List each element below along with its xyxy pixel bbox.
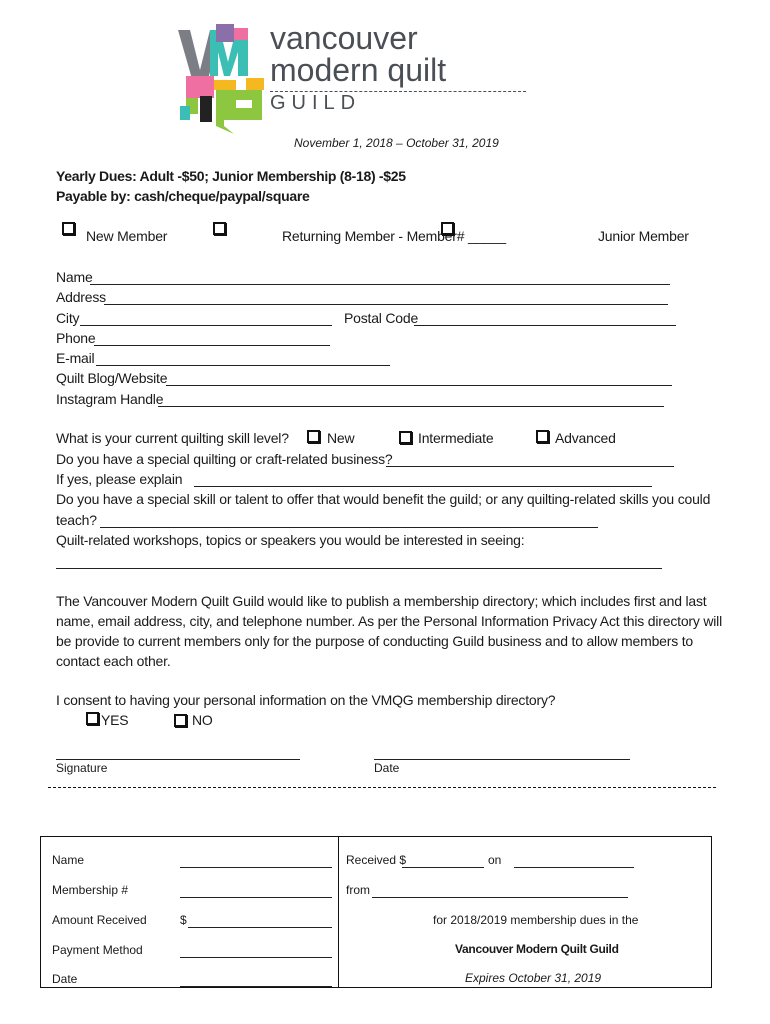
office-amount-field[interactable] xyxy=(188,927,332,928)
cut-line xyxy=(48,787,716,788)
office-date-field[interactable] xyxy=(180,986,332,987)
logo-word-guild: GUILD xyxy=(270,92,362,114)
office-membership-field[interactable] xyxy=(180,897,332,898)
signature-date-field[interactable] xyxy=(374,759,630,760)
instagram-label: Instagram Handle xyxy=(56,391,164,407)
consent-yes-checkbox[interactable] xyxy=(86,712,99,725)
city-field[interactable] xyxy=(80,325,332,326)
signature-field[interactable] xyxy=(56,759,300,760)
directory-text-line3: be provide to current members only for the purpose of conducting Guild business and to allow members to xyxy=(56,633,693,649)
address-field[interactable] xyxy=(104,304,668,305)
business-field[interactable] xyxy=(386,466,674,467)
office-payment-label: Payment Method xyxy=(52,943,143,957)
postal-code-label: Postal Code xyxy=(344,310,419,326)
skill-level-question: What is your current quilting skill level? xyxy=(56,430,289,446)
city-label: City xyxy=(56,310,80,326)
junior-member-checkbox[interactable] xyxy=(441,222,454,235)
workshops-field[interactable] xyxy=(56,568,662,569)
received-amount-field[interactable] xyxy=(402,867,484,868)
received-label: Received $ xyxy=(346,853,407,867)
workshops-question: Quilt-related workshops, topics or speakers you would be interested in seeing: xyxy=(56,532,525,548)
new-member-label: New Member xyxy=(86,228,168,244)
consent-yes-label: YES xyxy=(101,712,129,728)
vmqg-logo-mark xyxy=(176,22,272,134)
consent-question: I consent to having your personal information on the VMQG membership directory? xyxy=(56,692,556,708)
new-member-checkbox[interactable] xyxy=(62,222,75,235)
directory-text-line1: The Vancouver Modern Quilt Guild would like to publish a membership directory; which includes first and last xyxy=(56,593,707,609)
skill-intermediate-checkbox[interactable] xyxy=(399,431,412,444)
directory-text-line4: contact each other. xyxy=(56,653,171,669)
talent-question-line2: teach? xyxy=(56,512,97,528)
office-payment-field[interactable] xyxy=(180,957,332,958)
office-name-label: Name xyxy=(52,853,85,867)
office-membership-label: Membership # xyxy=(52,883,129,897)
office-use-box xyxy=(40,836,712,988)
blog-label: Quilt Blog/Website xyxy=(56,370,168,386)
dues-period-text: for 2018/2019 membership dues in the xyxy=(433,913,639,927)
office-date-label: Date xyxy=(52,972,78,986)
yearly-dues: Yearly Dues: Adult -$50; Junior Membership (8-18) -$25 xyxy=(56,168,406,184)
junior-member-label: Junior Member xyxy=(598,228,689,244)
blog-field[interactable] xyxy=(166,385,672,386)
received-from-label: from xyxy=(346,883,370,897)
office-amount-label: Amount Received xyxy=(52,913,147,927)
guild-name-text: Vancouver Modern Quilt Guild xyxy=(455,942,619,956)
name-field[interactable] xyxy=(90,284,670,285)
logo-word-vancouver: vancouver xyxy=(270,20,418,56)
received-date-field[interactable] xyxy=(514,867,634,868)
postal-code-field[interactable] xyxy=(414,325,676,326)
received-from-field[interactable] xyxy=(372,897,628,898)
skill-new-checkbox[interactable] xyxy=(307,430,320,443)
office-name-field[interactable] xyxy=(180,867,332,868)
email-label: E-mail xyxy=(56,350,95,366)
talent-field[interactable] xyxy=(100,527,598,528)
office-divider xyxy=(338,837,339,987)
signature-label: Signature xyxy=(56,761,108,775)
skill-intermediate-label: Intermediate xyxy=(418,430,494,446)
membership-period: November 1, 2018 – October 31, 2019 xyxy=(294,136,499,150)
phone-field[interactable] xyxy=(94,345,330,346)
address-label: Address xyxy=(56,289,106,305)
office-dollar-sign: $ xyxy=(180,913,187,927)
received-on-label: on xyxy=(488,853,502,867)
expiry-text: Expires October 31, 2019 xyxy=(465,971,602,985)
phone-label: Phone xyxy=(56,330,96,346)
business-question: Do you have a special quilting or craft-related business? xyxy=(56,451,393,467)
talent-question-line1: Do you have a special skill or talent to offer that would benefit the guild; or any quilting-related skills you could xyxy=(56,491,711,507)
vmqg-logo xyxy=(176,22,536,134)
name-label: Name xyxy=(56,269,93,285)
payment-methods: Payable by: cash/cheque/paypal/square xyxy=(56,188,310,204)
skill-advanced-checkbox[interactable] xyxy=(536,430,549,443)
directory-text-line2: name, email address, city, and telephone number. As per the Personal Information Privacy Act this directory will xyxy=(56,613,723,629)
signature-date-label: Date xyxy=(374,761,400,775)
explain-field[interactable] xyxy=(194,486,652,487)
consent-no-checkbox[interactable] xyxy=(174,714,187,727)
explain-label: If yes, please explain xyxy=(56,471,183,487)
logo-word-modern-quilt: modern quilt xyxy=(270,52,447,88)
skill-new-label: New xyxy=(327,430,355,446)
email-field[interactable] xyxy=(96,365,390,366)
consent-no-label: NO xyxy=(192,712,213,728)
returning-member-label: Returning Member - Member# _____ xyxy=(282,228,506,244)
instagram-field[interactable] xyxy=(158,406,664,407)
skill-advanced-label: Advanced xyxy=(555,430,616,446)
returning-member-checkbox[interactable] xyxy=(213,222,226,235)
